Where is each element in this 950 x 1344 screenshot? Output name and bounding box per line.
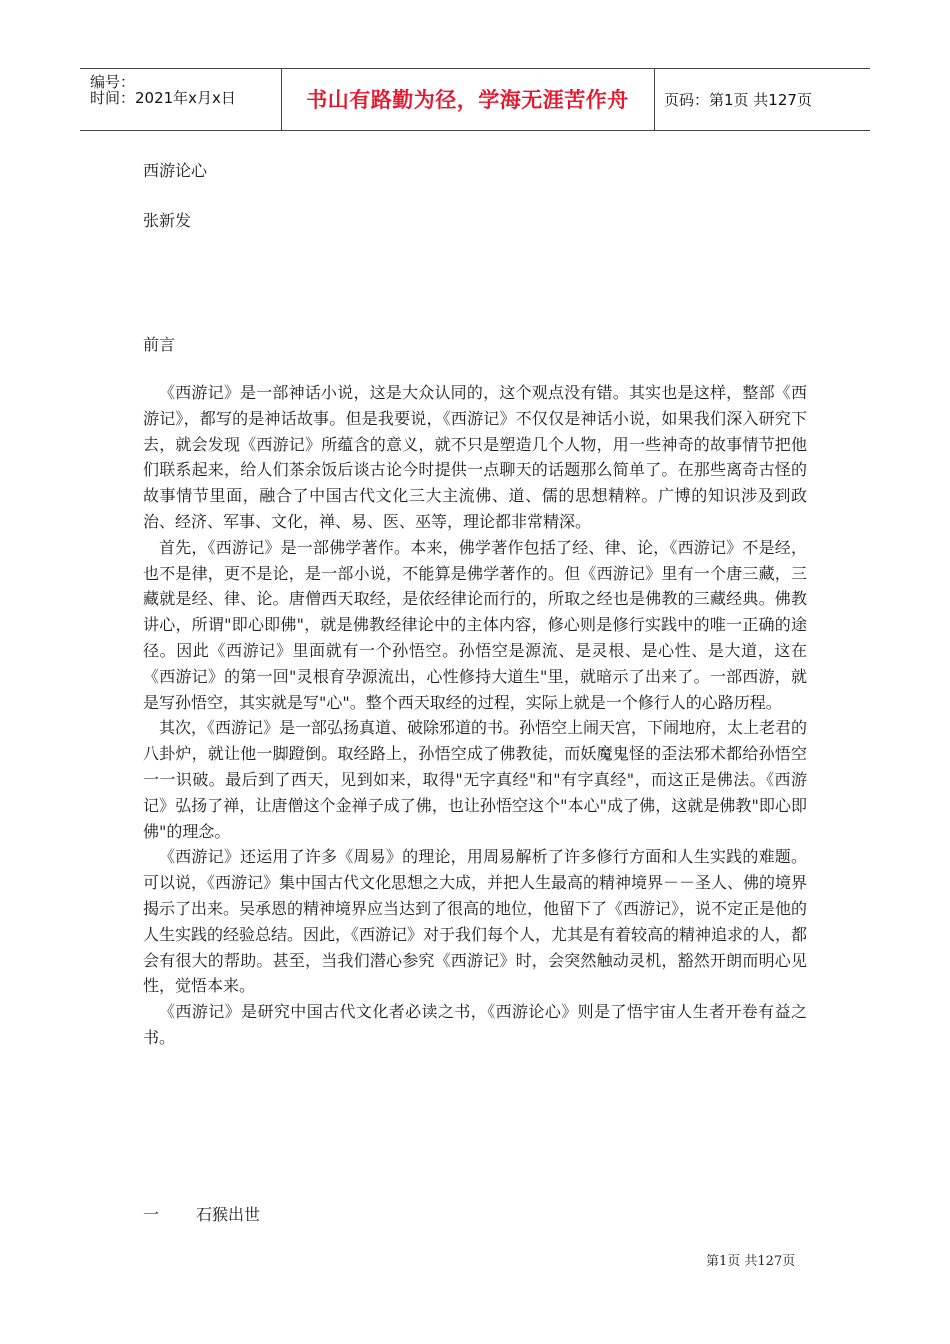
paragraph: 首先，《西游记》是一部佛学著作。本来，佛学著作包括了经、律、论，《西游记》不是经，也不是律，更不是论，是一部小说，不能算是佛学著作的。但《西游记》里有一个唐三藏，三藏就是经、律、论。唐僧西天取经，是依经律论而行的，所取之经也是佛教的三藏经典。佛教讲心，所谓"即心即佛"，就是佛教经律论中的主体内容，修心则是修行实践中的唯一正确的途径。因此《西游记》里面就有一个孙悟空。孙悟空是源流、是灵根、是心性、是大道，这在《西游记》的第一回"灵根育孕源流出，心性修持大道生"里，就暗示了出来了。一部西游，就是写孙悟空，其实就是写"心"。整个西天取经的过程，实际上就是一个修行人的心路历程。	[143, 537, 807, 712]
footer-page-info: 第1页 共127页	[706, 1254, 796, 1269]
doc-time: 时间：2021年x月x日	[90, 89, 236, 107]
chapter-number: 一	[143, 1205, 160, 1224]
document-title: 西游论心	[143, 161, 208, 180]
paragraph: 其次，《西游记》是一部弘扬真道、破除邪道的书。孙悟空上闹天宫，下闹地府，太上老君的八卦炉，就让他一脚蹬倒。取经路上，孙悟空成了佛教徒，而妖魔鬼怪的歪法邪术都给孙悟空一一识破。最后到了西天，见到如来，取得"无字真经"和"有字真经"，而这正是佛法。《西游记》弘扬了禅，让唐僧这个金禅子成了佛，也让孙悟空这个"本心"成了佛，这就是佛教"即心即佛"的理念。	[143, 718, 808, 841]
header-info-cell	[80, 69, 282, 130]
chapter-heading	[143, 1202, 260, 1225]
author-name: 张新发	[143, 211, 192, 230]
paragraph: 《西游记》还运用了许多《周易》的理论，用周易解析了许多修行方面和人生实践的难题。可以说，《西游记》集中国古代文化思想之大成，并把人生最高的精神境界－－圣人、佛的境界揭示了出来。吴承恩的精神境界应当达到了很高的地位，他留下了《西游记》，说不定正是他的人生实践的经验总结。因此，《西游记》对于我们每个人，尤其是有着较高的精神追求的人，都会有很大的帮助。甚至，当我们潜心参究《西游记》时，会突然触动灵机，豁然开朗而明心见性，觉悟本来。	[143, 847, 808, 996]
header-page-info: 页码：第1页 共127页	[664, 91, 812, 109]
doc-number-label: 编号：	[90, 73, 136, 91]
header-page-cell	[654, 69, 870, 130]
motto: 书山有路勤为径，学海无涯苦作舟	[306, 88, 629, 112]
header-motto-cell	[281, 69, 655, 130]
preface-body	[143, 380, 807, 1051]
chapter-title: 石猴出世	[196, 1205, 261, 1224]
page-header	[80, 68, 870, 131]
paragraph: 《西游记》是研究中国古代文化者必读之书，《西游论心》则是了悟宇宙人生者开卷有益之书。	[143, 1002, 807, 1047]
paragraph: 《西游记》是一部神话小说，这是大众认同的，这个观点没有错。其实也是这样，整部《西游记》，都写的是神话故事。但是我要说，《西游记》不仅仅是神话小说，如果我们深入研究下去，就会发现《西游记》所蕴含的意义，就不只是塑造几个人物，用一些神奇的故事情节把他们联系起来，给人们茶余饭后谈古论今时提供一点聊天的话题那么简单了。在那些离奇古怪的故事情节里面，融合了中国古代文化三大主流佛、道、儒的思想精粹。广博的知识涉及到政治、经济、军事、文化，禅、易、医、巫等，理论都非常精深。	[143, 383, 807, 531]
section-title: 前言	[143, 335, 176, 354]
